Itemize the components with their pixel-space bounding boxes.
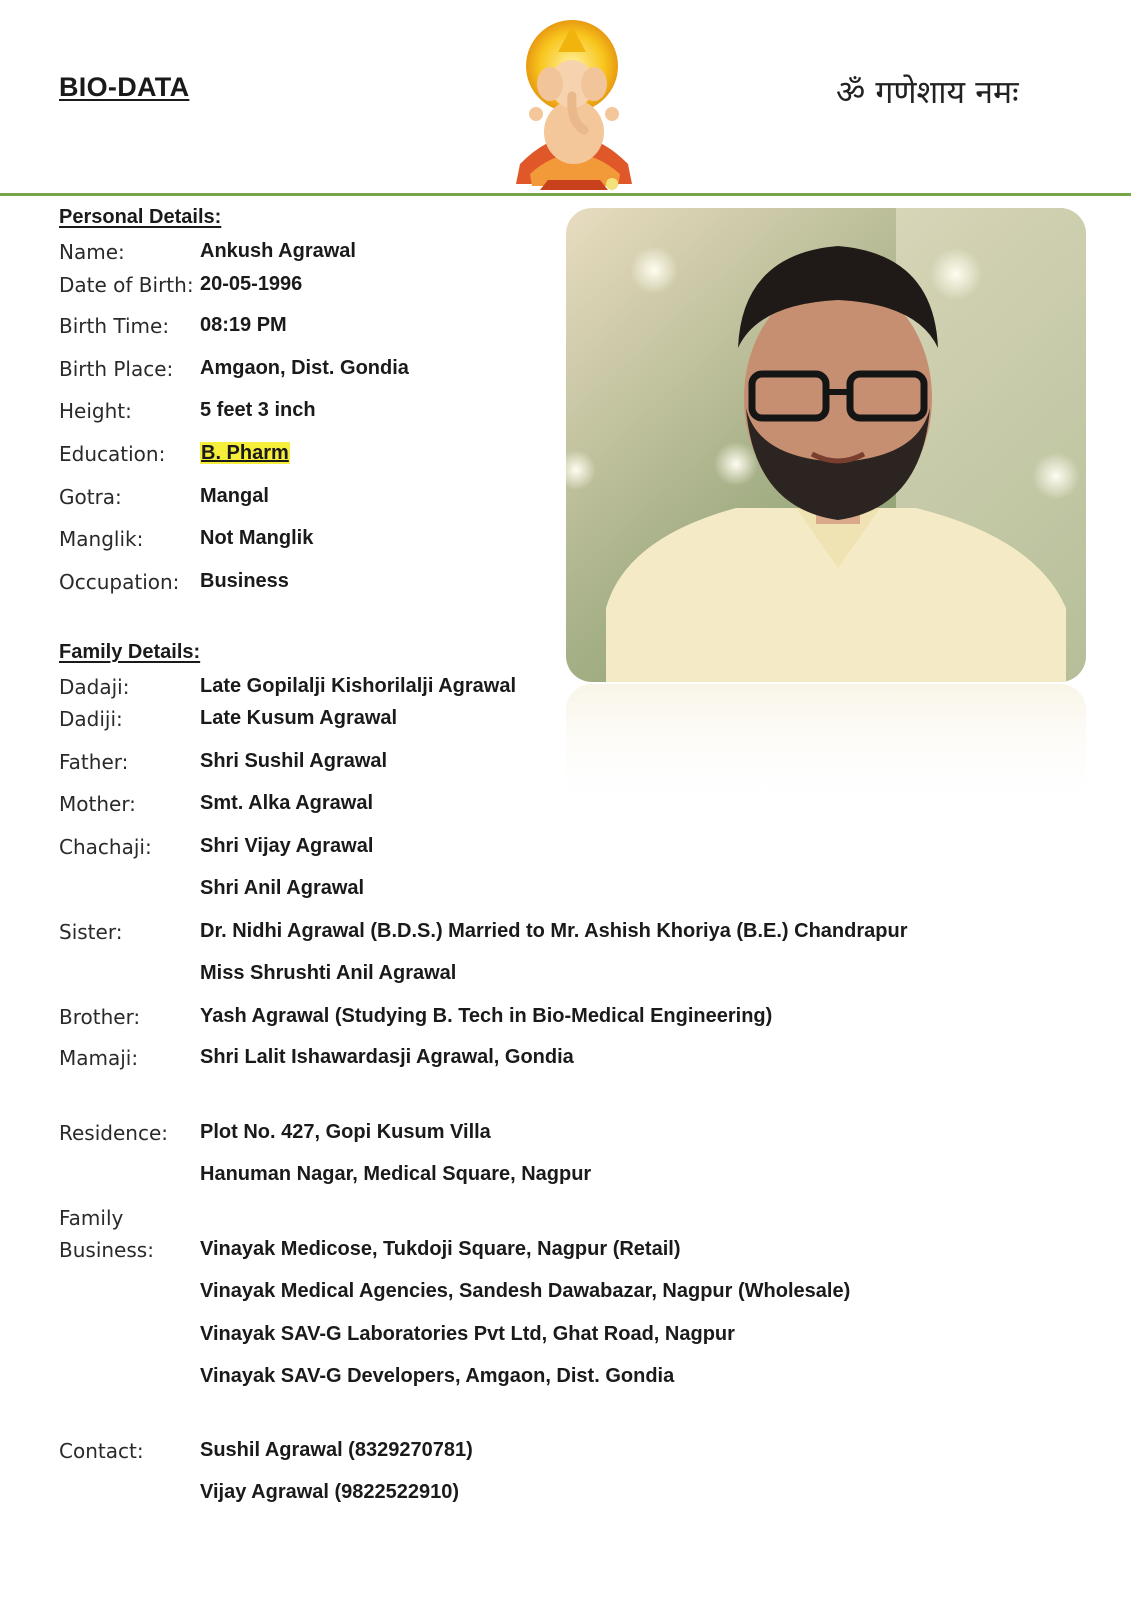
name-value: Ankush Agrawal (200, 240, 356, 262)
header-divider (0, 193, 1131, 196)
biodata-title: BIO-DATA (59, 72, 190, 102)
residence-label: Residence: (59, 1121, 168, 1145)
chachaji-value-2: Shri Anil Agrawal (200, 877, 365, 899)
chachaji-label: Chachaji: (59, 835, 152, 859)
education-label: Education: (59, 442, 166, 466)
profile-photo-reflection (566, 684, 1086, 814)
dadiji-value: Late Kusum Agrawal (200, 707, 398, 729)
sister-value-1: Dr. Nidhi Agrawal (B.D.S.) Married to Mr. Ashish Khoriya (B.E.) Chandrapur (200, 920, 908, 942)
contact-line-2: Vijay Agrawal (9822522910) (200, 1481, 460, 1503)
contact-label: Contact: (59, 1439, 144, 1463)
dob-label: Date of Birth: (59, 273, 194, 297)
chachaji-value-1: Shri Vijay Agrawal (200, 835, 374, 857)
mamaji-value: Shri Lalit Ishawardasji Agrawal, Gondia (200, 1046, 574, 1068)
dadaji-value: Late Gopilalji Kishorilalji Agrawal (200, 675, 516, 697)
birth-time-value: 08:19 PM (200, 314, 287, 336)
personal-details-heading: Personal Details: (59, 206, 222, 228)
profile-photo (566, 208, 1086, 682)
height-label: Height: (59, 399, 132, 423)
sister-value-2: Miss Shrushti Anil Agrawal (200, 962, 457, 984)
ganesha-image (500, 14, 648, 194)
residence-line-2: Hanuman Nagar, Medical Square, Nagpur (200, 1163, 592, 1185)
sister-label: Sister: (59, 920, 123, 944)
gotra-label: Gotra: (59, 485, 122, 509)
family-details-heading: Family Details: (59, 641, 201, 663)
father-label: Father: (59, 750, 129, 774)
father-value: Shri Sushil Agrawal (200, 750, 388, 772)
dadiji-label: Dadiji: (59, 707, 123, 731)
name-label: Name: (59, 240, 125, 264)
om-ganeshaya-namah: ॐ गणेशाय नमः (836, 73, 1019, 111)
dadaji-label: Dadaji: (59, 675, 130, 699)
height-value: 5 feet 3 inch (200, 399, 316, 421)
family-business-label-line-1: Family (59, 1206, 124, 1230)
birth-place-label: Birth Place: (59, 357, 174, 381)
birth-time-label: Birth Time: (59, 314, 170, 338)
education-value (200, 442, 290, 465)
family-business-label-line-2: Business: (59, 1238, 154, 1262)
mamaji-label: Mamaji: (59, 1046, 139, 1070)
education-highlight: B. Pharm (201, 442, 289, 464)
gotra-value: Mangal (200, 485, 269, 507)
business-line-3: Vinayak SAV-G Laboratories Pvt Ltd, Ghat Road, Nagpur (200, 1323, 735, 1345)
dob-value: 20-05-1996 (200, 273, 303, 295)
business-line-2: Vinayak Medical Agencies, Sandesh Dawabazar, Nagpur (Wholesale) (200, 1280, 851, 1302)
birth-place-value: Amgaon, Dist. Gondia (200, 357, 409, 379)
manglik-value: Not Manglik (200, 527, 314, 549)
brother-value: Yash Agrawal (Studying B. Tech in Bio-Medical Engineering) (200, 1005, 773, 1027)
business-line-4: Vinayak SAV-G Developers, Amgaon, Dist. Gondia (200, 1365, 675, 1387)
brother-label: Brother: (59, 1005, 141, 1029)
manglik-label: Manglik: (59, 527, 144, 551)
occupation-label: Occupation: (59, 570, 180, 594)
occupation-value: Business (200, 570, 289, 592)
business-line-1: Vinayak Medicose, Tukdoji Square, Nagpur (Retail) (200, 1238, 681, 1260)
residence-line-1: Plot No. 427, Gopi Kusum Villa (200, 1121, 491, 1143)
contact-line-1: Sushil Agrawal (8329270781) (200, 1439, 473, 1461)
mother-value: Smt. Alka Agrawal (200, 792, 374, 814)
mother-label: Mother: (59, 792, 136, 816)
